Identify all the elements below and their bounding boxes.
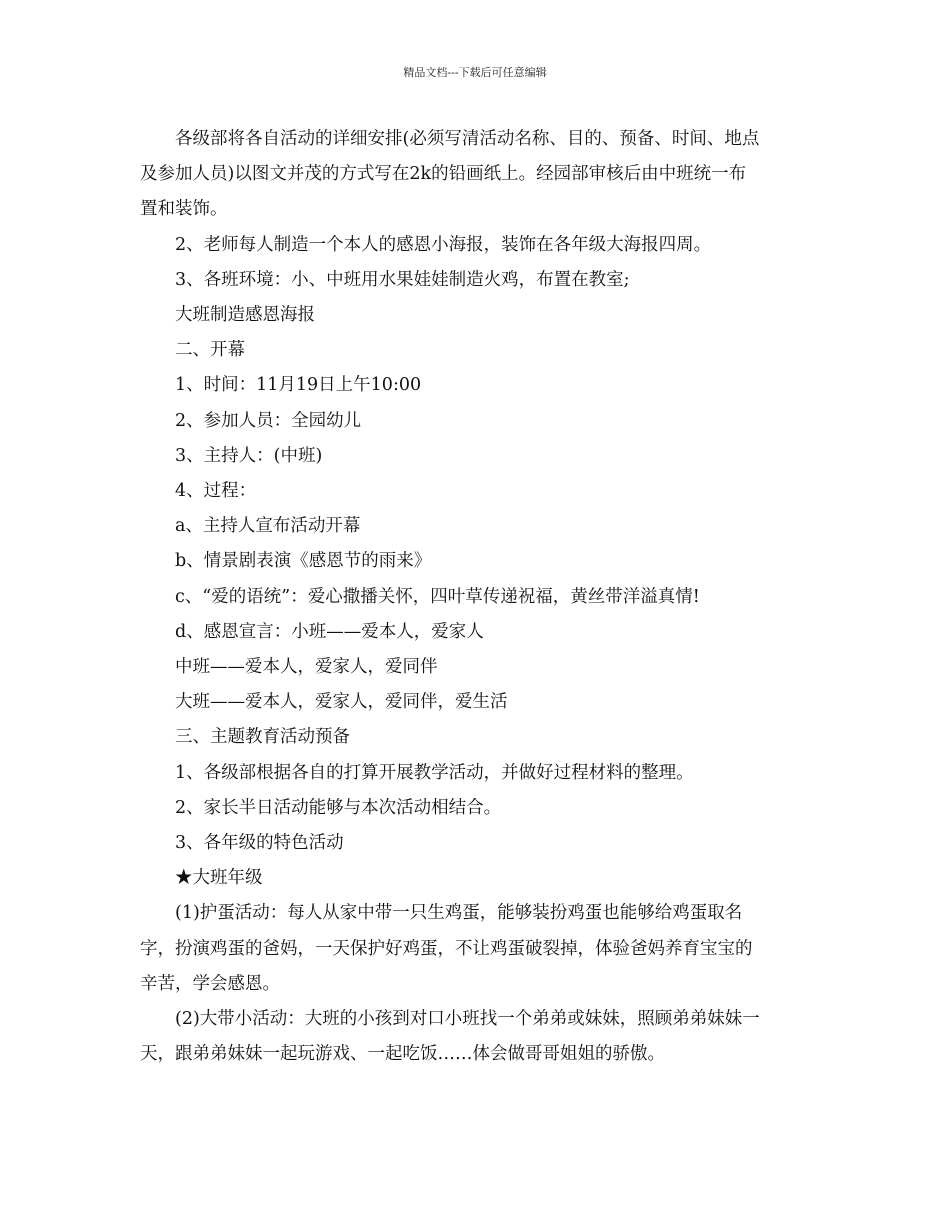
paragraph-line: 置和装饰。 [140, 199, 228, 220]
paragraph-line: 天，跟弟弟妹妹一起玩游戏、一起吃饭……体会做哥哥姐姐的骄傲。 [140, 1044, 665, 1065]
document-body [140, 122, 810, 1072]
paragraph: 3、各年级的特色活动 [175, 833, 344, 854]
paragraph-line: 各级部将各自活动的详细安排(必须写清活动名称、目的、预备、时间、地点 [175, 129, 760, 149]
paragraph-line: (1)护蛋活动：每人从家中带一只生鸡蛋，能够装扮鸡蛋也能够给鸡蛋取名 [175, 903, 743, 924]
list-item: a、主持人宣布活动开幕 [175, 516, 361, 537]
subheading: ★大班年级 [175, 868, 263, 889]
paragraph: 4、过程： [175, 481, 257, 502]
paragraph-line: 字，扮演鸡蛋的爸妈，一天保护好鸡蛋，不让鸡蛋破裂掉，体验爸妈养育宝宝的 [140, 938, 753, 959]
paragraph: 1、时间：11月19日上午10:00 [175, 375, 422, 396]
paragraph-line: 及参加人员)以图文并茂的方式写在2k的铅画纸上。经园部审核后由中班统一布 [140, 164, 747, 185]
paragraph-line: (2)大带小活动：大班的小孩到对口小班找一个弟弟或妹妹，照顾弟弟妹妹一 [175, 1009, 760, 1030]
paragraph: 3、主持人：(中班) [175, 445, 323, 466]
paragraph: 中班——爱本人，爱家人，爱同伴 [175, 657, 438, 678]
paragraph: 2、老师每人制造一个本人的感恩小海报，装饰在各年级大海报四周。 [175, 234, 712, 255]
paragraph: 2、家长半日活动能够与本次活动相结合。 [175, 797, 502, 818]
paragraph: 大班——爱本人，爱家人，爱同伴，爱生活 [175, 692, 508, 713]
paragraph: 3、各班环境：小、中班用水果娃娃制造火鸡，布置在教室; [175, 269, 630, 290]
list-item: d、感恩宣言：小班——爱本人，爱家人 [175, 621, 484, 642]
list-item: b、情景剧表演《感恩节的雨来》 [175, 551, 432, 572]
paragraph: 2、参加人员：全园幼儿 [175, 410, 362, 431]
list-item: c、“爱的语统”：爱心撒播关怀，四叶草传递祝福，黄丝带洋溢真情! [175, 586, 700, 607]
section-heading: 二、开幕 [175, 340, 245, 361]
paragraph: 1、各级部根据各自的打算开展教学活动，并做好过程材料的整理。 [175, 762, 694, 783]
paragraph-line: 辛苦，学会感恩。 [140, 973, 280, 994]
section-heading: 三、主题教育活动预备 [175, 727, 350, 748]
paragraph: 大班制造感恩海报 [175, 305, 315, 326]
page-header: 精品文档---下载后可任意编辑 [403, 66, 547, 79]
